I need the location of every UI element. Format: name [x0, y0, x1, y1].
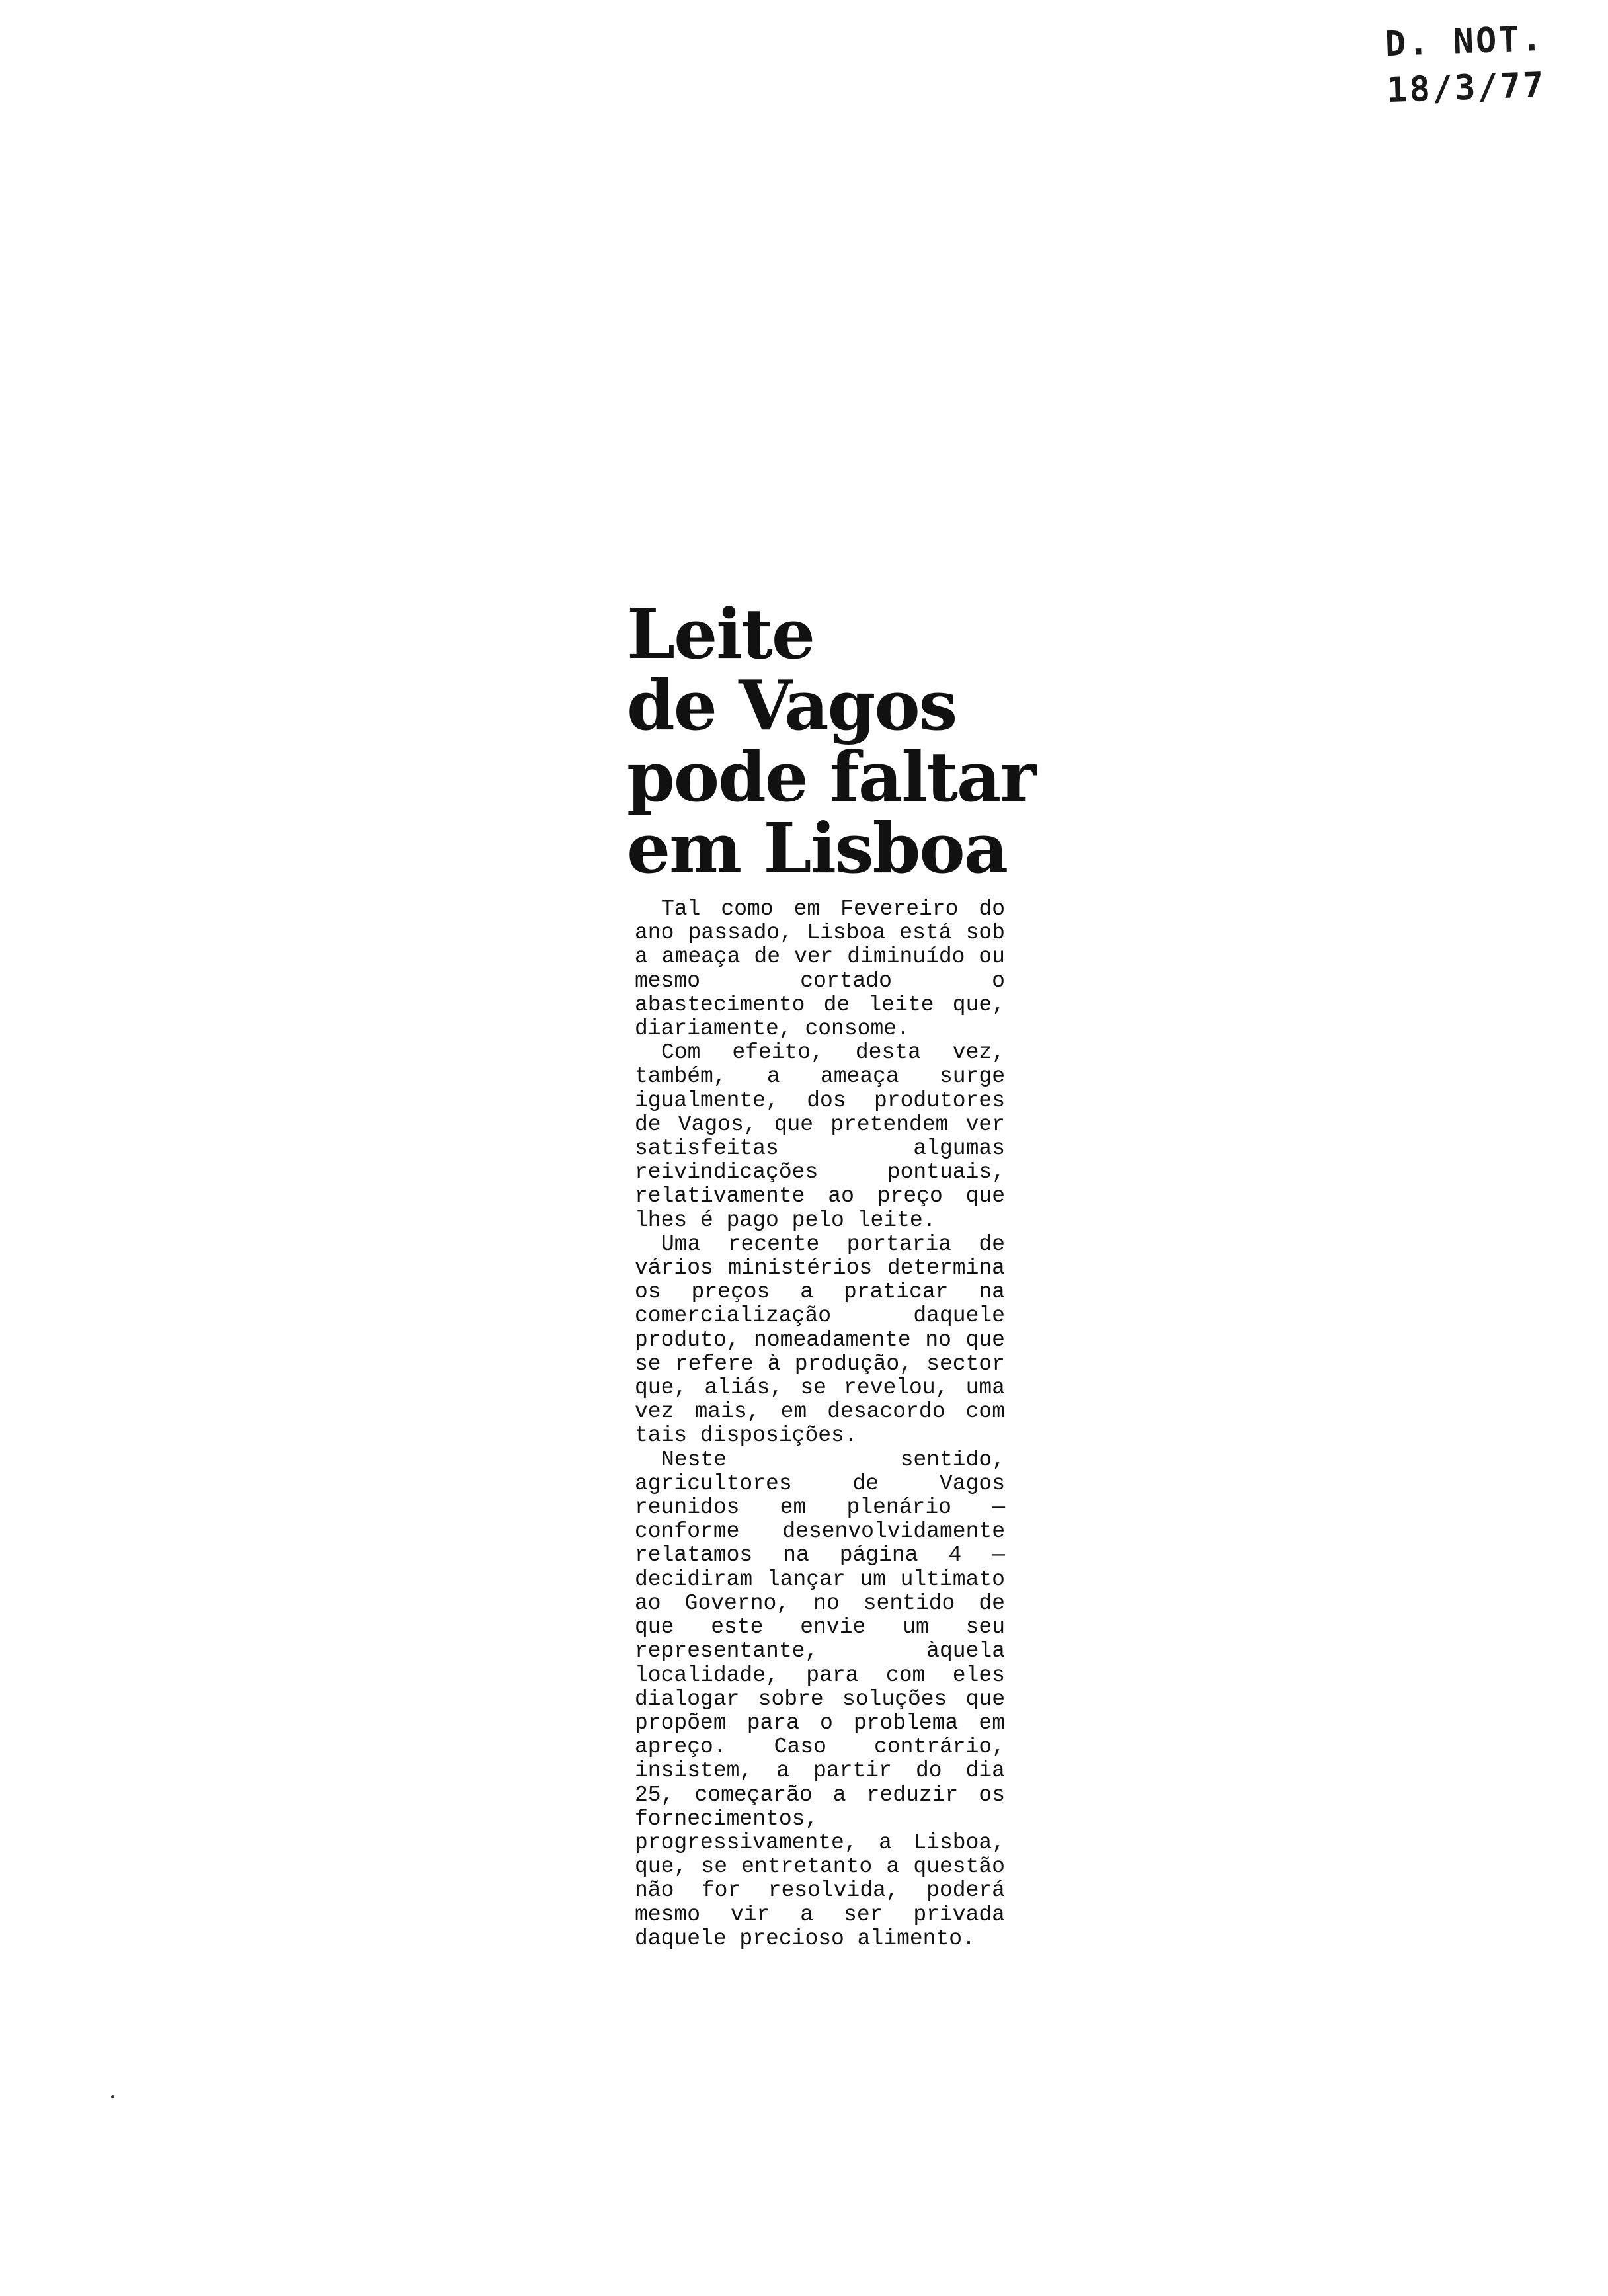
- article-paragraph: Uma recente portaria de vários ministérios determina os preços a praticar na comercialização daquele produto, nomeadamente no que se refere à produção, sector que, aliás, se revelou, uma vez mais, em desacordo com tais disposições.: [635, 1231, 1005, 1448]
- headline-line: em Lisboa: [627, 807, 1008, 889]
- newspaper-clipping: [627, 593, 1035, 1951]
- article-body: [635, 897, 1005, 1951]
- scan-speck: [111, 2095, 114, 2098]
- article-paragraph: Tal como em Fevereiro do ano passado, Lisboa está sob a ameaça de ver diminuído ou mesmo cortado o abastecimento de leite que, diariamente, consome.: [635, 897, 1005, 1042]
- annotation-source: D. NOT.: [1384, 19, 1545, 65]
- headline-line: pode faltar: [627, 736, 1035, 817]
- headline-line: de Vagos: [627, 665, 957, 746]
- headline-line: Leite: [627, 593, 815, 675]
- article-paragraph: Com efeito, desta vez, também, a ameaça surge igualmente, dos produtores de Vagos, que pretendem ver satisfeitas algumas reivindicações pontuais, relativamente ao preço que lhes é pago pelo leite.: [635, 1040, 1005, 1233]
- article-paragraph: Neste sentido, agricultores de Vagos reunidos em plenário — conforme desenvolvidamente relatamos na página 4 — decidiram lançar um ultimato ao Governo, no sentido de que este envie um seu representante, àquela localidade, para com eles dialogar sobre soluções que propõem para o problema em apreço. Caso contrário, insistem, a partir do dia 25, começarão a reduzir os fornecimentos, progressivamente, a Lisboa, que, se entretanto a questão não for resolvida, poderá mesmo vir a ser privada daquele precioso alimento.: [635, 1447, 1005, 1951]
- annotation-date: 18/3/77: [1386, 65, 1547, 111]
- article-headline: [627, 593, 1035, 889]
- handwritten-source-annotation: [1384, 16, 1546, 114]
